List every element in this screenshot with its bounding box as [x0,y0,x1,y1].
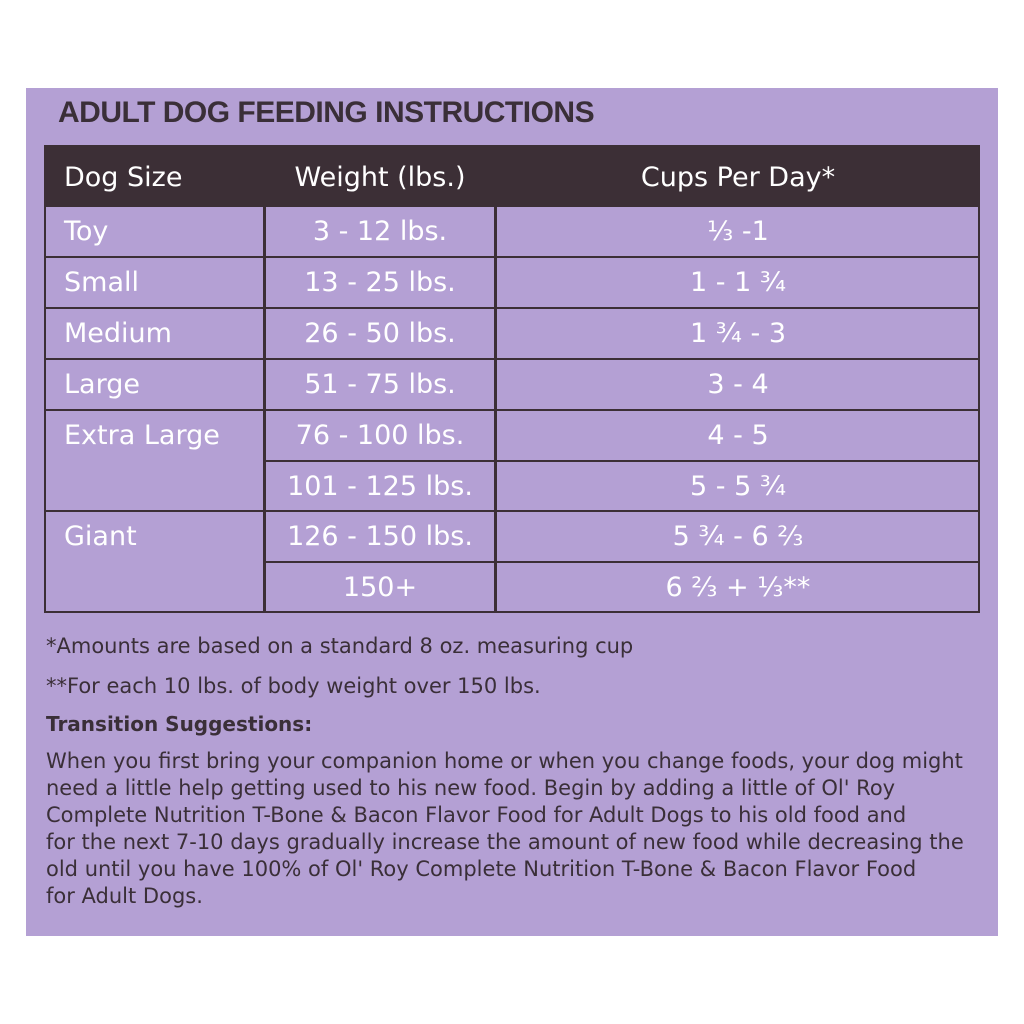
cell-size-medium: Medium [64,318,172,349]
cell-size-toy: Toy [64,216,109,247]
cell-weight: 51 - 75 lbs. [304,369,456,400]
cell-size-extra-large: Extra Large [64,420,220,451]
transition-heading: Transition Suggestions: [46,712,313,736]
header-dog-size: Dog Size [64,162,183,193]
footnote-measuring-cup: *Amounts are based on a standard 8 oz. measuring cup [46,634,634,658]
cell-weight: 13 - 25 lbs. [304,267,456,298]
cell-cups: 1 - 1 ¾ [689,267,787,298]
transition-paragraph [46,748,981,910]
cell-cups: 3 - 4 [707,369,769,400]
paragraph-line: need a little help getting used to his new food. Begin by adding a little of Ol' Roy [46,776,896,800]
paragraph-line: for Adult Dogs. [46,884,203,908]
cell-weight: 101 - 125 lbs. [287,471,473,502]
footnote-body-weight: **For each 10 lbs. of body weight over 150 lbs. [46,674,541,698]
cell-weight: 3 - 12 lbs. [312,216,448,247]
cell-cups: 5 - 5 ¾ [689,471,787,502]
cell-cups: 5 ¾ - 6 ⅔ [672,521,804,552]
cell-weight: 150+ [342,572,418,603]
cell-cups: ⅓ -1 [707,216,769,247]
paragraph-line: Complete Nutrition T-Bone & Bacon Flavor Food for Adult Dogs to his old food and [46,803,907,827]
cell-size-giant: Giant [64,521,137,552]
paragraph-line: old until you have 100% of Ol' Roy Complete Nutrition T-Bone & Bacon Flavor Food [46,857,917,881]
paragraph-line: When you first bring your companion home or when you change foods, your dog might [46,749,963,773]
cell-weight: 76 - 100 lbs. [295,420,465,451]
page-title: ADULT DOG FEEDING INSTRUCTIONS [58,96,595,129]
cell-size-small: Small [64,267,139,298]
paragraph-line: for the next 7-10 days gradually increase the amount of new food while decreasing the [46,830,964,854]
table-border-left [44,145,46,613]
header-weight: Weight (lbs.) [294,162,466,193]
header-cups: Cups Per Day* [640,162,836,193]
cell-cups: 6 ⅔ + ⅓** [665,572,811,603]
cell-cups: 4 - 5 [707,420,769,451]
cell-weight: 126 - 150 lbs. [287,521,473,552]
cell-cups: 1 ¾ - 3 [689,318,787,349]
cell-weight: 26 - 50 lbs. [304,318,456,349]
cell-size-large: Large [64,369,140,400]
feeding-table [44,145,980,613]
